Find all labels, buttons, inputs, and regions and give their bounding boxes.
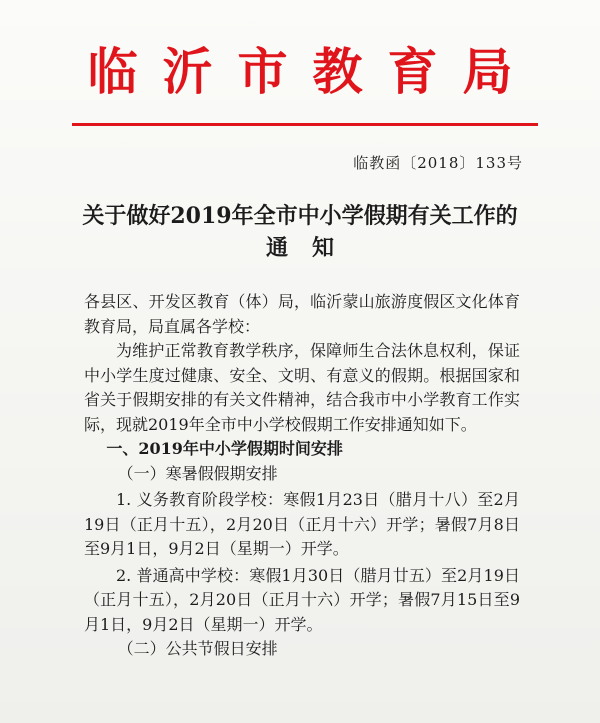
recipients-paragraph: 各县区、开发区教育（体）局，临沂蒙山旅游度假区文化体育教育局，局直属各学校： bbox=[84, 292, 520, 336]
document-number: 临教函〔2018〕133号 bbox=[353, 154, 523, 172]
list-item: 2. 普通高中学校：寒假1月30日（腊月廿五）至2月19日（正月十五），2月20日（正月十六）开学；暑假7月15日至9月1日，9月2日（星期一）开学。 bbox=[84, 565, 520, 634]
section-heading: 一、2019年中小学假期时间安排 bbox=[106, 439, 343, 458]
org-title: 临沂市教育局 bbox=[87, 43, 538, 101]
intro-paragraph: 为维护正常教育教学秩序，保障师生合法休息权利，保证中小学生度过健康、安全、文明、有意义的假期。根据国家和省关于假期安排的有关文件精神，结合我市中小学教育工作实际，现就2019年全市中小学校假期工作安排通知如下。 bbox=[84, 341, 520, 434]
subsection-heading: （二）公共节假日安排 bbox=[117, 639, 278, 658]
title-line-1: 关于做好2019年全市中小学假期有关工作的 bbox=[82, 203, 518, 229]
document-title bbox=[0, 200, 600, 264]
list-item: 1. 义务教育阶段学校：寒假1月23日（腊月十八）至2月19日（正月十五），2月20日（正月十六）开学；暑假7月8日至9月1日，9月2日（星期一）开学。 bbox=[84, 490, 520, 558]
document-body bbox=[84, 290, 520, 662]
red-divider-line bbox=[72, 123, 538, 126]
subsection-heading: （一）寒暑假假期安排 bbox=[117, 463, 278, 483]
title-line-2: 通知 bbox=[265, 235, 358, 261]
